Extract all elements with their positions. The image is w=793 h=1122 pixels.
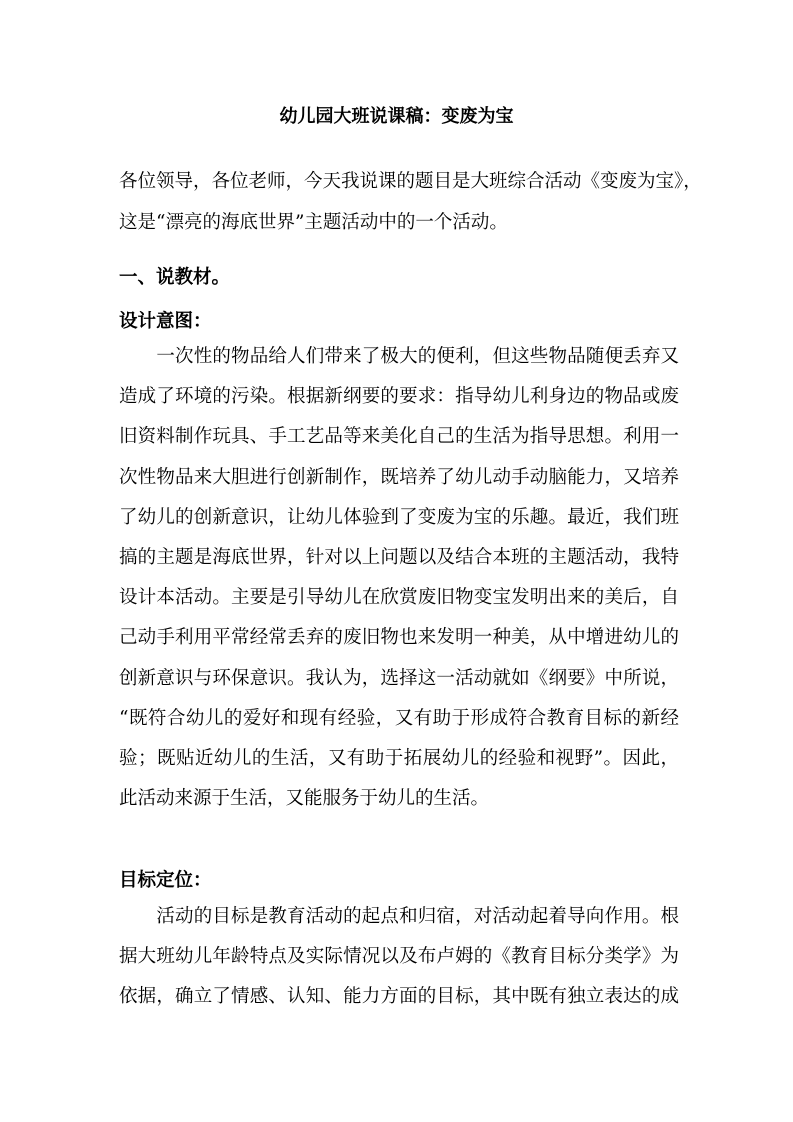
subheading-goal-positioning: 目标定位： (119, 870, 212, 891)
paragraph-line: 此活动来源于生活，又能服务于幼儿的生活。 (119, 788, 490, 810)
paragraph-line: 次性物品来大胆进行创新制作，既培养了幼儿动手动脑能力，又培养 (119, 466, 679, 488)
paragraph-line: “既符合幼儿的爱好和现有经验，又有助于形成符合教育目标的新经 (119, 707, 679, 729)
document-title: 幼儿园大班说课稿：变废为宝 (279, 106, 514, 127)
paragraph-line: 创新意识与环保意识。我认为，选择这一活动就如《纲要》中所说， (119, 667, 679, 689)
section-heading-textbook: 一、说教材。 (119, 267, 231, 288)
paragraph-line: 一次性的物品给人们带来了极大的便利，但这些物品随便丢弃又 (119, 346, 679, 367)
paragraph-line: 据大班幼儿年龄特点及实际情况以及布卢姆的《教育目标分类学》为 (119, 946, 679, 967)
intro-paragraph (119, 161, 702, 243)
paragraph-line: 己动手利用平常经常丢弃的废旧物也来发明一种美，从中增进幼儿的 (119, 627, 679, 649)
paragraph-line: 旧资料制作玩具、手工艺品等来美化自己的生活为指导思想。利用一 (119, 426, 679, 448)
goal-paragraph (119, 883, 679, 1017)
paragraph-line: 造成了环境的污染。根据新纲要的要求：指导幼儿利身边的物品或废 (119, 386, 679, 408)
intro-line: 这是“漂亮的海底世界”主题活动中的一个活动。 (119, 212, 508, 233)
design-intent-paragraph (119, 325, 679, 819)
subheading-design-intent: 设计意图： (119, 311, 212, 332)
paragraph-line: 设计本活动。主要是引导幼儿在欣赏废旧物变宝发明出来的美后，自 (119, 587, 679, 609)
intro-line: 各位领导，各位老师，今天我说课的题目是大班综合活动《变废为宝》， (119, 171, 702, 192)
paragraph-line: 验；既贴近幼儿的生活，又有助于拓展幼儿的经验和视野”。因此， (119, 748, 679, 770)
paragraph-line: 活动的目标是教育活动的起点和归宿，对活动起着导向作用。根 (119, 906, 679, 927)
paragraph-line: 了幼儿的创新意识，让幼儿体验到了变废为宝的乐趣。最近，我们班 (119, 506, 679, 528)
paragraph-line: 搞的主题是海底世界，针对以上问题以及结合本班的主题活动，我特 (119, 547, 679, 569)
paragraph-line: 依据，确立了情感、认知、能力方面的目标，其中既有独立表达的成 (119, 986, 679, 1007)
